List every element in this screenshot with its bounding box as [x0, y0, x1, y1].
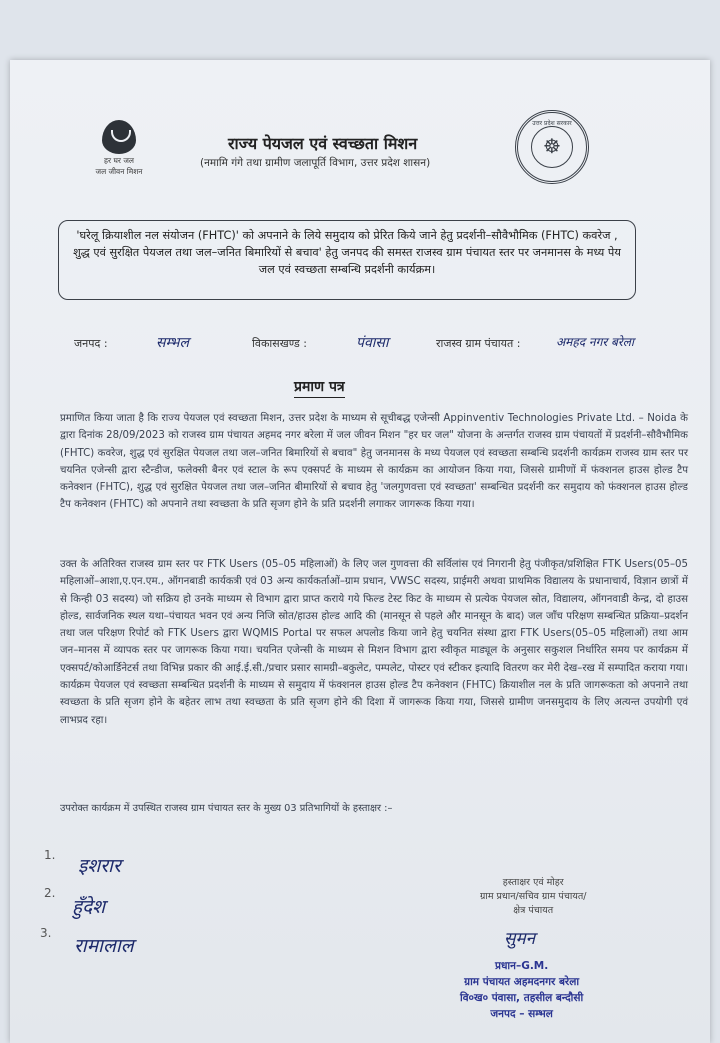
authority-line-2: ग्राम प्रधान/सचिव ग्राम पंचायत/: [480, 891, 587, 902]
authority-signature: सुमन: [504, 929, 536, 949]
paragraph-2: उक्त के अतिरिक्त राजस्व ग्राम स्तर पर FTK Users (05–05 महिलाओं) के लिए जल गुणवत्ता की सर्विलांस एवं निगरानी हेतु पंजीकृत/प्रशिक्षित FTK Users(05–05 महिलाओं–आशा,ए.एन.एम., ऑगनबाडी कार्यकत्री एवं 03 अन्य कार्यकर्ताओं–ग्राम प्रधान, VWSC सदस्य, प्राईमरी अथवा प्राथमिक विद्यालय के प्रधानाचार्य, विज्ञान छात्रों में से किन्ही 03 सदस्य) जो सक्रिय हो उनके माध्यम से विभाग द्वारा प्राप्त कराये गये फिल्ड टेस्ट किट के माध्यम से प्रत्येक पेयजल स्रोत, विद्यालय, ऑगनवाडी केन्द्र, दो हाउस होल्ड, सार्वजनिक स्थल यथा–पंचायत भवन एवं अन्य निजि स्रोत/हाउस होल्ड आदि की (मानसून से पहले और मानसून के बाद) जल जाँच परिक्षण सम्बन्धित प्रक्रिया–प्रदर्शन तथा जल परिक्षण रिपोर्ट को FTK Users द्वारा WQMIS Portal पर सफल अपलोड किया जाने हेतु चयनित संस्था द्वारा FTK Users(05–05 महिलाओं) तथा आम जन–मानस में व्यापक स्तर पर जागरूक किया गया। चयनित एजेन्सी के माध्यम से मिशन विभाग द्वारा स्वीकृत माड्यूल के अनुसार सकुशल निर्धारित समय पर कार्यक्रम में एक्सपर्ट/कोआर्डिनेटर्स तथा विभिन्न प्रकार की आई.ई.सी./प्रचार प्रसार सामग्री–बकुलेट, पम्पलेट, पोस्टर एवं स्टीकर इत्यादि वितरण कर मेरी देख–रख में सम्पादित कराया गया। कार्यक्रम पेयजल एवं स्वच्छता सम्बन्धित प्रदर्शनी के माध्यम से समुदाय में फंक्शनल हाउस होल्ड टैप कनेक्शन (FHTC) क्रियाशील नल के प्रति जागरूकता को अपनाने तथा स्वच्छता के प्रति सृजग होने के बहेतर लाभ तथा स्वच्छता के प्रति सृजग होने की दिशा में जागरूक किया गया, जिससे ग्रामीण जनसमुदाय के लिए अत्यन्त उपयोगी एवं लाभप्रद रहा।: [60, 559, 688, 726]
panchayat-label: राजस्व ग्राम पंचायत :: [436, 337, 521, 350]
organization-title: राज्य पेयजल एवं स्वच्छता मिशन: [228, 134, 418, 153]
seal-text: उत्तर प्रदेश सरकार: [532, 120, 572, 127]
signatory-1-signature: इशरार: [78, 855, 121, 877]
har-ghar-jal-logo: [84, 120, 154, 176]
stamp-line-4: जनपद – सम्भल: [490, 1008, 553, 1020]
paragraph-3: उपरोक्त कार्यक्रम में उपस्थित राजस्व ग्राम पंचायत स्तर के मुख्य 03 प्रतिभागियों के हस्ताक्षर :–: [60, 803, 393, 814]
signatory-2-number: 2.: [44, 886, 56, 900]
government-seal-icon: उत्तर प्रदेश सरकार ☸: [515, 110, 589, 184]
authority-line-3: क्षेत्र पंचायत: [513, 905, 554, 916]
block-label: विकासखण्ड :: [252, 337, 308, 350]
district-label: जनपद :: [74, 337, 108, 350]
paragraph-1: प्रमाणित किया जाता है कि राज्य पेयजल एवं स्वच्छता मिशन, उत्तर प्रदेश के माध्यम से सूचीबद्ध एजेन्सी Appinventiv Technologies Private Ltd. – Noida के द्वारा दिनांक 28/09/2023 को राजस्व ग्राम पंचायत अहमद नगर बरेला में जल जीवन मिशन "हर घर जल" योजना के अन्तर्गत राजस्व ग्राम पंचायतों में प्रदर्शनी–सौवैभौमिक (FHTC) कवरेज, शुद्ध एवं सुरक्षित पेयजल तथा जल–जनित बिमारियों से बचाव" हेतु जनमानस के मध्य पेयजल एवं स्वच्छता सम्बन्धि प्रदर्शनी कार्यक्रम राजस्व ग्राम स्तर पर चयनित एजेन्सी द्वारा स्टैन्डीज, फलेक्सी बैनर एवं स्टाल के रूप एक्सपर्ट के माध्यम से कार्यक्रम का आयोजन किया गया, जिससे ग्रामीणों में फंक्शनल हाउस होल्ड टैप कनेक्शन (FHTC), शुद्ध एवं सुरक्षित पेयजल तथा जल–जनित बीमारियों से बचाव हेतु 'जलगुणवत्ता एवं स्वच्छता' सम्बन्धित प्रदर्शनी कर समुदाय को फंक्शनल हाउस होल्ड टैप कनेक्शन (FHTC) को अपनाने तथा स्वच्छता के प्रति सृजग होने के प्रति प्रदर्शनी लगाकर जागरूक किया गया।: [60, 413, 688, 511]
authority-label: [480, 876, 586, 918]
water-drop-icon: [102, 120, 136, 154]
signatory-3-signature: रामालाल: [74, 935, 134, 957]
panchayat-stamp: [460, 958, 583, 1022]
stamp-line-1: प्रधान–G.M.: [494, 960, 549, 972]
signatory-1-number: 1.: [44, 848, 56, 862]
block-value: पंवासा: [356, 335, 389, 351]
authority-line-1: हस्ताक्षर एवं मोहर: [502, 877, 564, 888]
certificate-title: प्रमाण पत्र: [294, 377, 345, 398]
program-topic-box: 'घरेलू क्रियाशील नल संयोजन (FHTC)' को अपनाने के लिये समुदाय को प्रेरित किये जाने हेतु प्रदर्शनी–सौवैभौमिक (FHTC) कवरेज , शुद्ध एवं सुरक्षित पेयजल तथा जल–जनित बिमारियों से बचाव' हेतु जनपद की समस्त राजस्व ग्राम पंचायत स्तर पर जनमानस के मध्य पेय जल एवं स्वच्छता सम्बन्धि प्रदर्शनी कार्यक्रम।: [58, 220, 636, 300]
panchayat-value: अमहद नगर बरेला: [556, 335, 635, 349]
organization-subtitle: (नमामि गंगे तथा ग्रामीण जलापूर्ति विभाग, उत्तर प्रदेश शासन): [200, 157, 431, 169]
logo-caption-2: जल जीवन मिशन: [95, 167, 143, 176]
signatory-2-signature: हुँदेश: [72, 896, 106, 918]
district-value: सम्भल: [156, 335, 189, 351]
stamp-line-3: वि०ख० पंवासा, तहसील बन्दौसी: [460, 992, 584, 1004]
signatory-3-number: 3.: [40, 926, 52, 940]
document-page: [10, 60, 710, 1043]
stamp-line-2: ग्राम पंचायत अहमदनगर बरेला: [464, 976, 580, 988]
logo-caption-1: हर घर जल: [104, 156, 134, 165]
